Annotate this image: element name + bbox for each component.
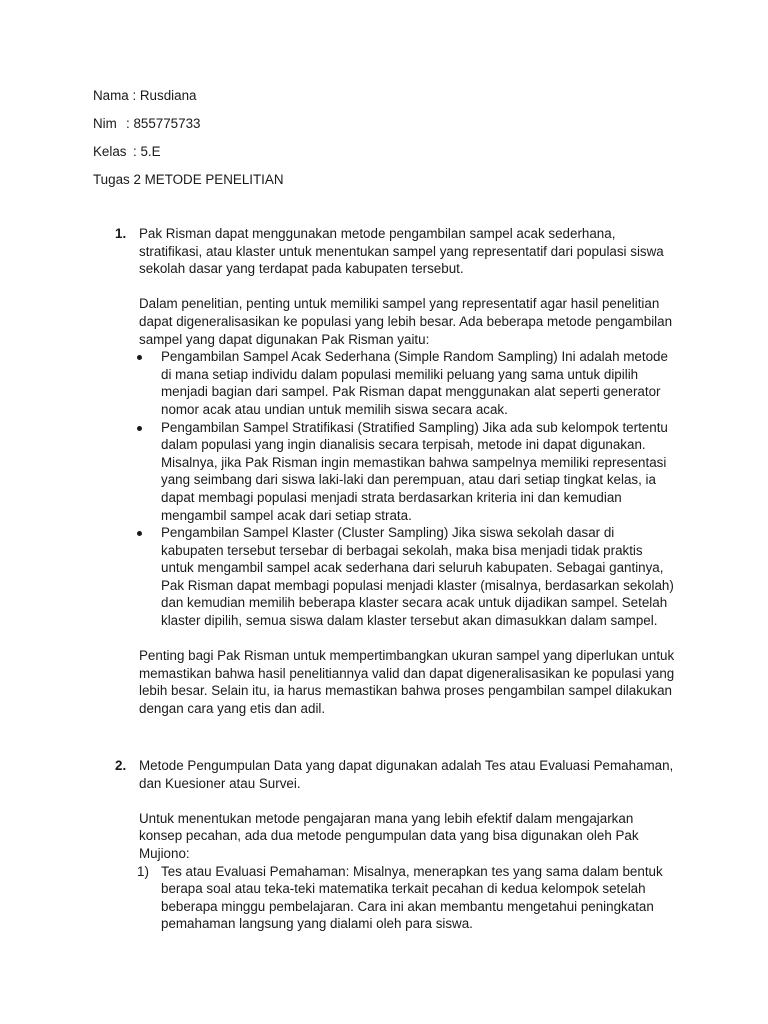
answer-intro: Metode Pengumpulan Data yang dapat digunakan adalah Tes atau Evaluasi Pemahaman, dan Kuesioner atau Survei. xyxy=(139,758,674,791)
bullet-icon xyxy=(137,426,142,431)
question-number: 1. xyxy=(115,226,127,241)
sampling-method-list xyxy=(115,348,679,630)
kelas-label: Kelas xyxy=(93,144,127,159)
list-item: Pengambilan Sampel Stratifikasi (Stratified Sampling) Jika ada sub kelompok tertentu dalam populasi yang ingin dianalisis secara terpisah, metode ini dapat digunakan. Misalnya, jika Pak Risman ingin memastikan bahwa sampelnya memiliki representasi yang seimbang dari siswa laki-laki dan perempuan, atau dari setiap tingkat kelas, ia dapat membagi populasi menjadi strata berdasarkan kriteria ini dan kemudian mengambil sampel acak dari setiap strata. xyxy=(115,419,679,525)
list-item: Pengambilan Sampel Acak Sederhana (Simple Random Sampling) Ini adalah metode di mana setiap individu dalam populasi memiliki peluang yang sama untuk dipilih menjadi bagian dari sampel. Pak Risman dapat menggunakan alat seperti generator nomor acak atau undian untuk memilih siswa secara acak. xyxy=(115,348,679,418)
nim-label: Nim xyxy=(93,116,117,131)
question-number: 2. xyxy=(115,758,127,773)
kelas-value: : 5.E xyxy=(133,144,161,159)
data-collection-list xyxy=(115,863,679,933)
question-2-body xyxy=(139,757,679,933)
answer-intro: Pak Risman dapat menggunakan metode pengambilan sampel acak sederhana, stratifikasi, atau klaster untuk menentukan sampel yang representatif dari populasi siswa sekolah dasar yang terdapat pada kabupaten tersebut. xyxy=(139,226,664,277)
bullet-icon xyxy=(137,531,142,536)
student-class xyxy=(93,143,161,161)
list-item: Pengambilan Sampel Klaster (Cluster Sampling) Jika siswa sekolah dasar di kabupaten tersebut tersebar di berbagai sekolah, maka bisa menjadi tidak praktis untuk mengambil sampel acak sederhana dari seluruh kabupaten. Sebagai gantinya, Pak Risman dapat membagi populasi menjadi klaster (misalnya, berdasarkan sekolah) dan kemudian memilih beberapa klaster secara acak untuk dijadikan sampel. Setelah klaster dipilih, semua siswa dalam klaster tersebut akan dimasukkan dalam sampel. xyxy=(115,524,679,630)
answer-closing: Penting bagi Pak Risman untuk mempertimbangkan ukuran sampel yang diperlukan untuk memastikan bahwa hasil penelitiannya valid dan dapat digeneralisasikan ke populasi yang lebih besar. Selain itu, ia harus memastikan bahwa proses pengambilan sampel dilakukan dengan cara yang etis dan adil. xyxy=(139,648,675,717)
list-item: 1) Tes atau Evaluasi Pemahaman: Misalnya, menerapkan tes yang sama dalam bentuk berapa soal atau teka-teki matematika terkait pecahan di kedua kelompok setelah beberapa minggu pembelajaran. Cara ini akan membantu mengetahui peningkatan pemahaman langsung yang dialami oleh para siswa. xyxy=(137,863,663,932)
student-nim xyxy=(93,115,200,133)
question-1-body xyxy=(139,225,679,718)
answer-paragraph: Untuk menentukan metode pengajaran mana yang lebih efektif dalam mengajarkan konsep pecahan, ada dua metode pengumpulan data yang bisa digunakan oleh Pak Mujiono: xyxy=(139,810,639,861)
student-name: Nama : Rusdiana xyxy=(93,88,197,103)
answer-paragraph: Dalam penelitian, penting untuk memiliki sampel yang representatif agar hasil penelitian dapat digeneralisasikan ke populasi yang lebih besar. Ada beberapa metode pengambilan sampel yang dapat digunakan Pak Risman yaitu: xyxy=(139,296,673,347)
bullet-icon xyxy=(137,355,142,360)
assignment-title: Tugas 2 METODE PENELITIAN xyxy=(93,172,284,187)
nim-value: : 855775733 xyxy=(126,116,201,131)
